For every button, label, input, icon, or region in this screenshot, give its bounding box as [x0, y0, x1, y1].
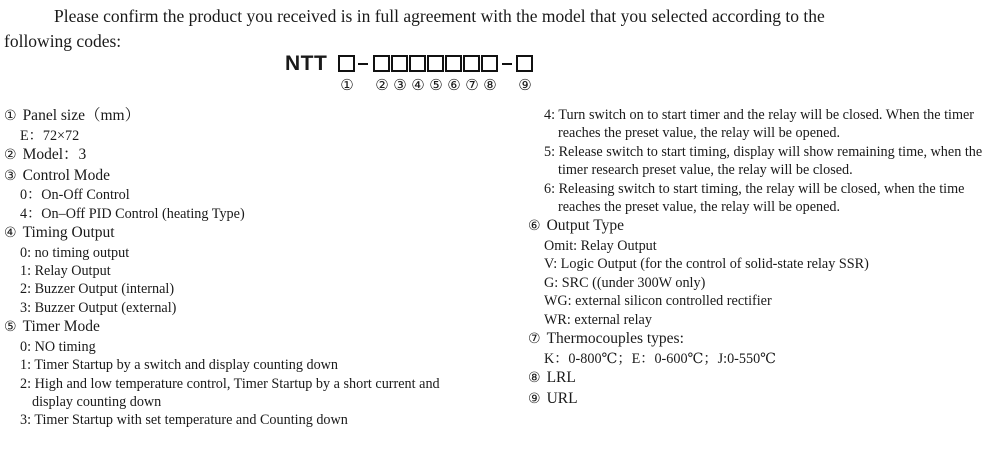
code-num-6: ⑥ [447, 76, 461, 94]
section-panel-size [4, 106, 484, 145]
circled-number-8: ⑧ [528, 370, 541, 387]
section-title: ⑦ Thermocouples types: [528, 330, 684, 348]
code-box-9 [516, 55, 533, 72]
code-num-9: ⑨ [518, 76, 532, 94]
intro-line-2: following codes: [4, 31, 122, 51]
circled-number-6: ⑥ [528, 218, 541, 235]
list-item: 0: no timing output [20, 244, 130, 261]
circled-number-7: ⑦ [528, 331, 541, 348]
list-item: 0：On-Off Control [20, 187, 130, 204]
code-dash-2 [502, 63, 512, 65]
section-output-type [528, 216, 998, 329]
circled-number-1: ① [4, 108, 17, 124]
code-box-7 [463, 55, 480, 72]
code-box-6 [445, 55, 462, 72]
list-item: 1: Relay Output [20, 263, 111, 279]
model-code-diagram [285, 52, 625, 102]
section-title: ② Model：3 [4, 146, 87, 163]
code-box-2 [373, 55, 390, 72]
circled-number-5: ⑤ [4, 319, 17, 336]
code-num-3: ③ [393, 76, 407, 94]
list-item: 2: Buzzer Output (internal) [20, 281, 175, 298]
section-lrl [528, 368, 998, 389]
code-box-8 [481, 55, 498, 72]
list-item: 6: Releasing switch to start timing, the relay will be closed, when the time reaches the preset value, the relay will be opened. [544, 180, 965, 216]
intro-line-1: Please confirm the product you received is in full agreement with the model that you selected according to the [54, 6, 825, 26]
code-box-3 [391, 55, 408, 72]
code-num-5: ⑤ [429, 76, 443, 94]
left-column [4, 106, 484, 430]
list-item: Omit: Relay Output [544, 238, 657, 255]
section-control-mode [4, 166, 484, 223]
list-item: WR: external relay [544, 311, 652, 328]
section-timer-mode-continued [528, 106, 998, 216]
section-title: ⑤ Timer Mode [4, 318, 100, 336]
list-item: G: SRC ((under 300W only) [544, 274, 706, 291]
list-item: V: Logic Output (for the control of solid-state relay SSR) [544, 256, 869, 273]
code-num-4: ④ [411, 76, 425, 94]
circled-number-3: ③ [4, 167, 17, 184]
code-box-4 [409, 55, 426, 72]
section-title: ① Panel size（mm） [4, 107, 141, 124]
code-dash-1 [358, 63, 368, 65]
section-url [528, 389, 998, 410]
list-item: 3: Buzzer Output (external) [20, 299, 177, 316]
list-item: 5: Release switch to start timing, display will show remaining time, when the timer research preset value, the relay will be closed. [544, 143, 983, 179]
section-title: ⑧ LRL [528, 369, 576, 387]
list-item: K：0-800℃；E：0-600℃；J:0-550℃ [544, 350, 777, 367]
circled-number-9: ⑨ [528, 390, 541, 407]
section-timer-mode [4, 317, 484, 430]
list-item: 3: Timer Startup with set temperature and Counting down [20, 412, 348, 429]
list-item: 4: Turn switch on to start timer and the relay will be closed. When the timer reaches the preset value, the relay will be opened. [544, 107, 975, 142]
section-timing-output [4, 223, 484, 317]
list-item: WG: external silicon controlled rectifier [544, 293, 772, 310]
section-title: ⑨ URL [528, 389, 578, 407]
code-num-2: ② [375, 76, 389, 94]
section-title: ④ Timing Output [4, 224, 115, 241]
code-box-5 [427, 55, 444, 72]
intro-paragraph [4, 4, 994, 54]
list-item: 4：On–Off PID Control (heating Type) [20, 205, 245, 222]
section-title: ③ Control Mode [4, 166, 110, 184]
list-item: 2: High and low temperature control, Timer Startup by a short current and display counting down [20, 375, 440, 411]
list-item: E：72×72 [20, 127, 80, 144]
section-thermocouples [528, 329, 998, 368]
code-num-8: ⑧ [483, 76, 497, 94]
circled-number-4: ④ [4, 225, 17, 241]
code-box-1 [338, 55, 355, 72]
code-num-7: ⑦ [465, 76, 479, 94]
section-model [4, 145, 484, 166]
code-num-1: ① [340, 76, 354, 94]
section-title: ⑥ Output Type [528, 217, 624, 235]
circled-number-2: ② [4, 147, 17, 163]
right-column [528, 106, 998, 409]
list-item: 1: Timer Startup by a switch and display counting down [20, 357, 339, 374]
code-prefix: NTT [285, 52, 328, 75]
list-item: 0: NO timing [20, 338, 96, 355]
